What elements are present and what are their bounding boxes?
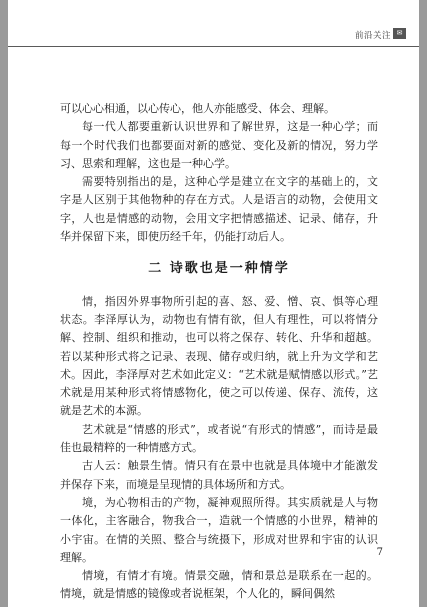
header-label: 前沿关注 — [354, 31, 391, 41]
header-rule — [8, 46, 419, 47]
paragraph: 艺术就是“情感的形式”，或者说“有形式的情感”，而诗是最佳也最精粹的一种情感方式。 — [60, 422, 378, 455]
paragraph: 情，指因外界事物所引起的喜、怒、爱、憎、哀、惧等心理状态。李泽厚认为，动物也有情有欲，但人有理性，可以将情分解、控制、组织和推动，也可以将之保存、转化、升华和超越。若以某种形式将之记录、表现、储存或归纳，就上升为文学和艺术。因此，李泽厚对艺术如此定义：“艺术就是赋情感以形式。”艺术就是用某种形式将情感物化，使之可以传递、保存、流传，这就是艺术的本源。 — [60, 294, 378, 418]
page-number: 7 — [376, 547, 383, 558]
running-header — [8, 26, 419, 46]
paragraph: 可以心心相通，以心传心，他人亦能感受、体会、理解。 — [60, 102, 335, 115]
paragraph: 古人云：触景生情。情只有在景中也就是具体境中才能激发并保存下来，而境是呈现情的具体场所和方式。 — [60, 459, 378, 491]
section-heading: 二 诗歌也是一种情学 — [148, 261, 290, 277]
paragraph: 每一代人都要重新认识世界和了解世界，这是一种心学；而每一个时代我们也都要面对新的感觉、变化及新的情况，努力学习、思索和理解，这也是一种心学。 — [60, 120, 378, 170]
paragraph: 境，为心物相击的产物，凝神观照所得。其实质就是人与物一体化，主客融合，物我合一，造就一个情感的小世界，精神的小宇宙。在情的关照、整合与统摄下，形成对世界和宇宙的认识理解。 — [60, 495, 378, 564]
paragraph: 需要特别指出的是，这种心学是建立在文字的基础上的，文字是人区别于其他物种的存在方式。人是语言的动物，会使用文字，人也是情感的动物，会用文字把情感描述、记录、储存，升华并保留下来，即使历经千年，仍能打动后人。 — [60, 175, 378, 244]
document-page — [8, 0, 419, 607]
mail-icon: ✉ — [393, 28, 406, 39]
paragraph: 情境，有情才有境。情景交融，情和景总是联系在一起的。情境，就是情感的镜像或者说框架，个人化的，瞬间偶然 — [60, 569, 378, 601]
body-text — [60, 100, 378, 604]
